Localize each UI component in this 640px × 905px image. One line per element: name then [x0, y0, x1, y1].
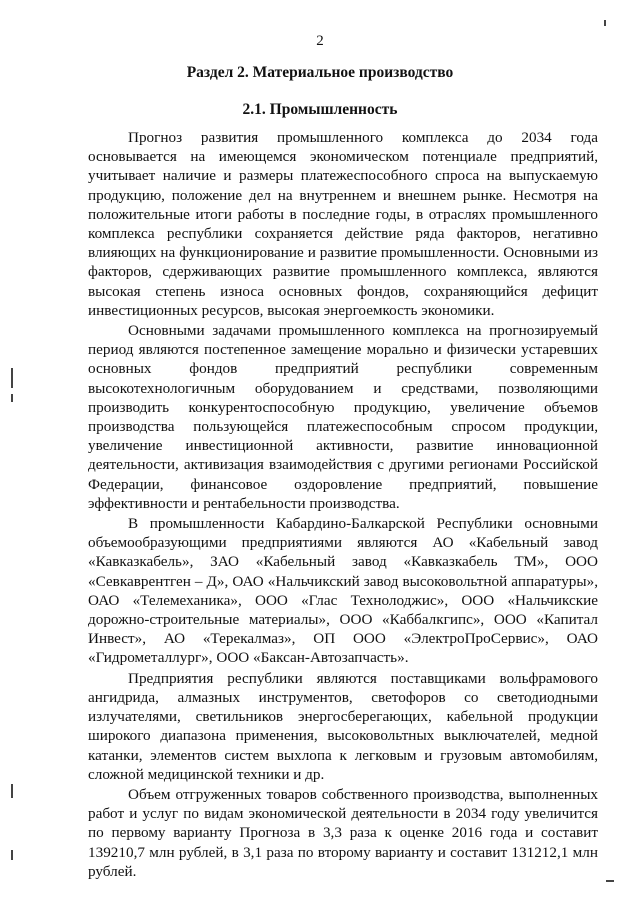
- scan-mark: [11, 784, 13, 798]
- scan-mark: [11, 394, 13, 402]
- scan-mark: [604, 20, 606, 26]
- scan-mark: [606, 880, 614, 882]
- paragraph-enterprises: В промышленности Кабардино-Балкарской Республики основными объемообразующими предприятиями являются АО «Кабельный завод «Кавказкабель», ЗАО «Кабельный завод «Кавказкабель ТМ», ООО «Севкаврентген – Д», ОАО «Нальчикский завод высоковольтной аппаратуры», ОАО «Телемеханика», ООО «Глас Технолоджис», ООО «Нальчикские дорожно-строительные материалы», ООО «Каббалкгипс», ООО «Капитал Инвест», АО «Терекалмаз», ОП ООО «ЭлектроПроСервис», ОАО «Гидрометаллург», ООО «Баксан-Автозапчасть».: [88, 515, 598, 667]
- body-text: [88, 128, 598, 881]
- paragraph-tasks: Основными задачами промышленного комплекса на прогнозируемый период являются постепенное замещение морально и физически устаревших основных фондов предприятий республики современным высокотехнологичным оборудованием и средствами, позволяющими производить конкурентоспособную продукцию, увеличение объемов производства пользующейся платежеспособным спросом продукции, увеличение инвестиционной активности, развитие инновационной деятельности, активизация взаимодействия с другими регионами Российской Федерации, финансовое оздоровление предприятий, повышение эффективности и рентабельности производства.: [88, 322, 598, 512]
- paragraph-forecast: Прогноз развития промышленного комплекса до 2034 года основывается на имеющемся экономическом потенциале предприятий, учитывает наличие и размеры платежеспособного спроса на выпускаемую продукцию, положение дел на внутреннем и внешнем рынке. Несмотря на положительные итоги работы в последние годы, в отраслях промышленного комплекса республики сохраняется действие ряда факторов, негативно влияющих на функционирование и развитие промышленности. Основными из факторов, сдерживающих развитие промышленного комплекса, являются высокая степень износа основных фондов, сохраняющийся дефицит инвестиционных ресурсов, высокая энергоемкость экономики.: [88, 129, 598, 319]
- page-number: 2: [316, 33, 324, 49]
- scan-mark: [11, 850, 13, 860]
- paragraph-volume: Объем отгруженных товаров собственного производства, выполненных работ и услуг по видам экономической деятельности в 2034 году увеличится по первому варианту Прогноза в 3,3 раза к оценке 2016 года и составит 139210,7 млн рублей, в 3,1 раза по второму варианту и составит 131212,1 млн рублей.: [88, 785, 598, 880]
- paragraph-products: Предприятия республики являются поставщиками вольфрамового ангидрида, алмазных инструментов, светофоров со светодиодными излучателями, светильников энергосберегающих, кабельной продукции широкого диапазона применения, высоковольтных выключателей, медной катанки, элементов систем выхлопа к легковым и грузовым автомобилям, сложной медицинской техники и др.: [88, 669, 598, 783]
- subsection-title: 2.1. Промышленность: [242, 101, 398, 118]
- section-title: Раздел 2. Материальное производство: [186, 64, 454, 81]
- scan-mark: [11, 368, 13, 388]
